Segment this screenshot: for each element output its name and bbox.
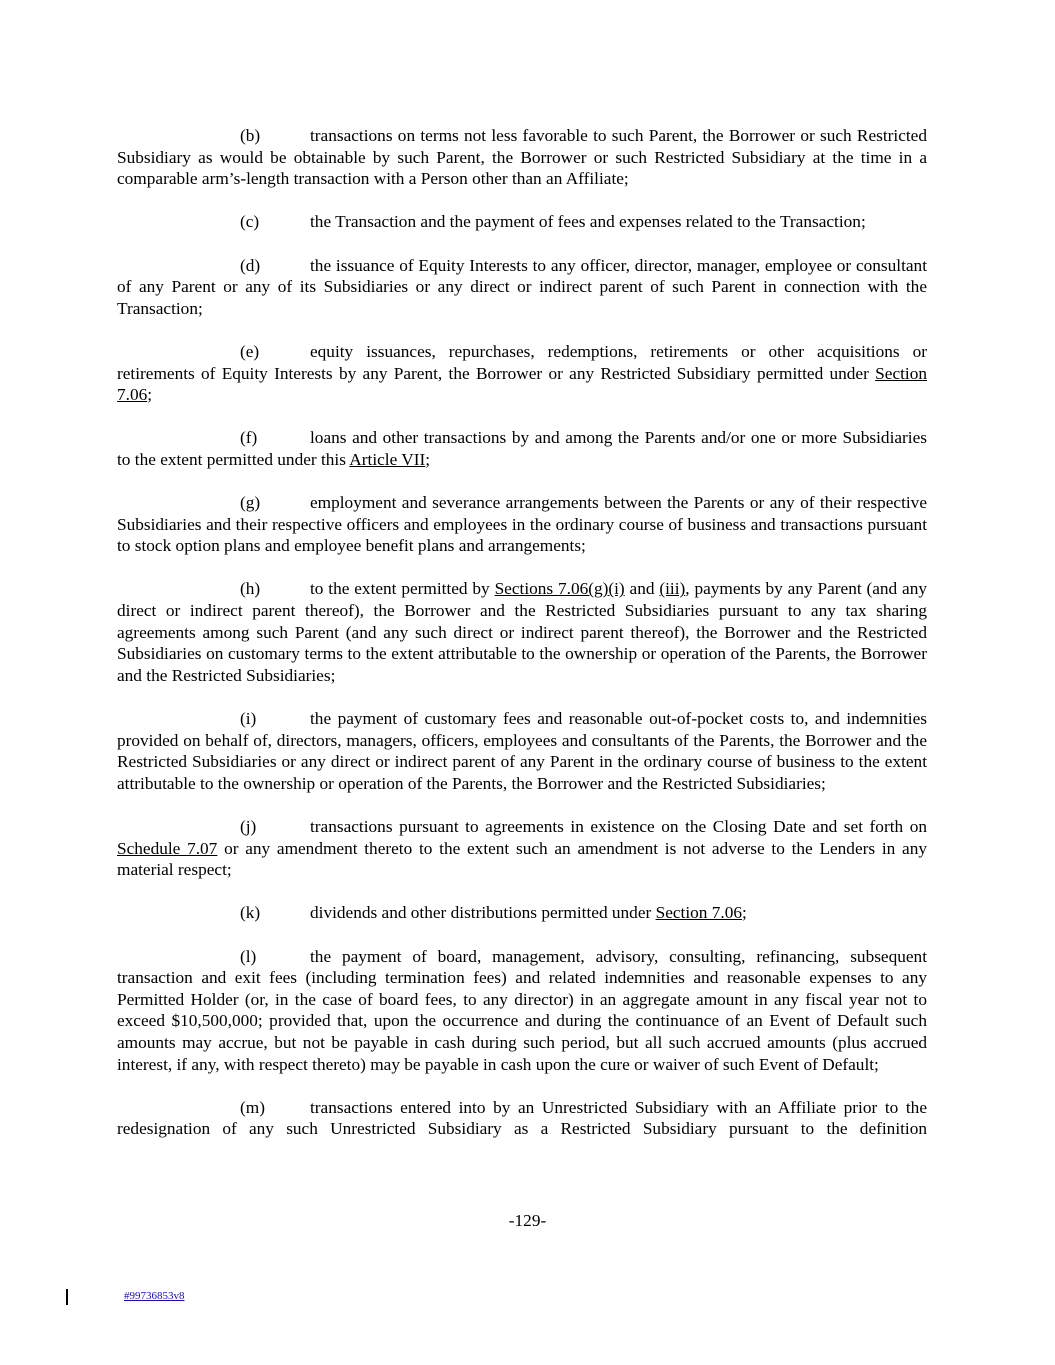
clause-paragraph (117, 255, 927, 320)
clause-label: (b) (240, 126, 261, 145)
cross-reference: (iii) (659, 579, 686, 599)
clause-label: (h) (240, 579, 261, 599)
clause-text: the Transaction and the payment of fees and expenses related to the Transaction; (310, 212, 866, 232)
clause-label: (j) (240, 817, 257, 836)
clause-paragraph (117, 946, 927, 1076)
clause-label: (m) (240, 1097, 265, 1117)
clause-text: , payments by any Parent (and any direct or indirect parent thereof), the Borrower and the Restricted Subsidiaries pursuant to any tax sharing agreements among such Parent (and any such direct or indirect parent thereof), the Borrower and the Restricted Subsidiaries on customary terms to the extent attributable to the ownership or operation of the Parents, the Borrower and the Restricted Subsidiaries; (117, 579, 928, 685)
clause-label: (d) (240, 255, 261, 275)
clause-label: (e) (240, 341, 260, 361)
cross-reference: Sections 7.06(g)(i) (494, 579, 625, 599)
cross-reference: Schedule 7.07 (117, 838, 218, 858)
clause-text: ; (741, 903, 747, 923)
cross-reference: Section 7.06 (117, 363, 927, 405)
clause-label: (l) (240, 946, 257, 966)
clause-text: ; (147, 385, 153, 405)
clause-paragraph (117, 492, 927, 557)
clause-paragraph (117, 125, 927, 190)
clause-paragraph (117, 816, 927, 881)
cross-reference: Section 7.06 (655, 903, 742, 923)
clause-text: transactions entered into by an Unrestricted Subsidiary with an Affiliate prior to the redesignation of any such Unrestricted Subsidiary as a Restricted Subsidiary pursuant to the definition (117, 1097, 927, 1139)
clause-text: loans and other transactions by and among the Parents and/or one or more Subsidiaries to the extent permitted under this (117, 428, 927, 469)
clause-text: or any amendment thereto to the extent such an amendment is not adverse to the Lenders in any material respect; (117, 838, 927, 880)
clause-text: the issuance of Equity Interests to any officer, director, manager, employee or consultant of any Parent or any of its Subsidiaries or any direct or indirect parent of such Parent in connection with the Transaction; (117, 255, 927, 318)
clause-label: (c) (240, 212, 260, 232)
clause-paragraph (117, 427, 927, 470)
cross-reference: Article VII (349, 449, 426, 469)
change-bar (66, 1289, 68, 1305)
clause-text: transactions pursuant to agreements in existence on the Closing Date and set forth on (310, 817, 927, 836)
document-body (117, 125, 927, 1162)
clause-text: equity issuances, repurchases, redemptions, retirements or other acquisitions or retirements of Equity Interests by any Parent, the Borrower or any Restricted Subsidiary permitted under (117, 341, 927, 383)
clause-text: dividends and other distributions permitted under (310, 903, 656, 923)
clause-text: to the extent permitted by (310, 579, 495, 599)
clause-paragraph (117, 1097, 927, 1140)
clause-text: and (624, 579, 660, 599)
clause-label: (g) (240, 493, 261, 513)
clause-text: employment and severance arrangements between the Parents or any of their respective Subsidiaries and their respective officers and employees in the ordinary course of business and transactions pursuant to stock option plans and employee benefit plans and arrangements; (117, 493, 927, 556)
clause-text: the payment of customary fees and reasonable out-of-pocket costs to, and indemnities provided on behalf of, directors, managers, officers, employees and consultants of the Parents, the Borrower and the Restricted Subsidiaries or any direct or indirect parent of any Parent in the ordinary course of business to the extent attributable to the ownership or operation of the Parents, the Borrower and the Restricted Subsidiaries; (117, 709, 927, 793)
clause-label: (f) (240, 428, 258, 448)
clause-label: (k) (240, 903, 261, 923)
clause-paragraph (117, 708, 927, 794)
document-id-link[interactable]: #99736853v8 (124, 1290, 185, 1302)
clause-label: (i) (240, 709, 257, 729)
clause-text: the payment of board, management, advisory, consulting, refinancing, subsequent transaction and exit fees (including termination fees) and related indemnities and reasonable expenses to any Permitted Holder (or, in the case of board fees, to any director) in an aggregate amount in any fiscal year not to exceed $10,500,000; provided that, upon the occurrence and during the continuance of an Event of Default such amounts may accrue, but not be payable in cash during such period, but all such accrued amounts (plus accrued interest, if any, with respect thereto) may be payable in cash upon the cure or waiver of such Event of Default; (117, 946, 927, 1074)
clause-paragraph (117, 211, 927, 233)
clause-paragraph (117, 578, 927, 686)
clause-text: transactions on terms not less favorable to such Parent, the Borrower or such Restricted Subsidiary as would be obtainable by such Parent, the Borrower or such Restricted Subsidiary at the time in a comparable arm’s-length transaction with a Person other than an Affiliate; (117, 126, 927, 189)
clause-paragraph (117, 341, 927, 406)
clause-paragraph (117, 902, 927, 924)
clause-text: ; (425, 449, 431, 469)
page-number: -129- (508, 1211, 547, 1230)
